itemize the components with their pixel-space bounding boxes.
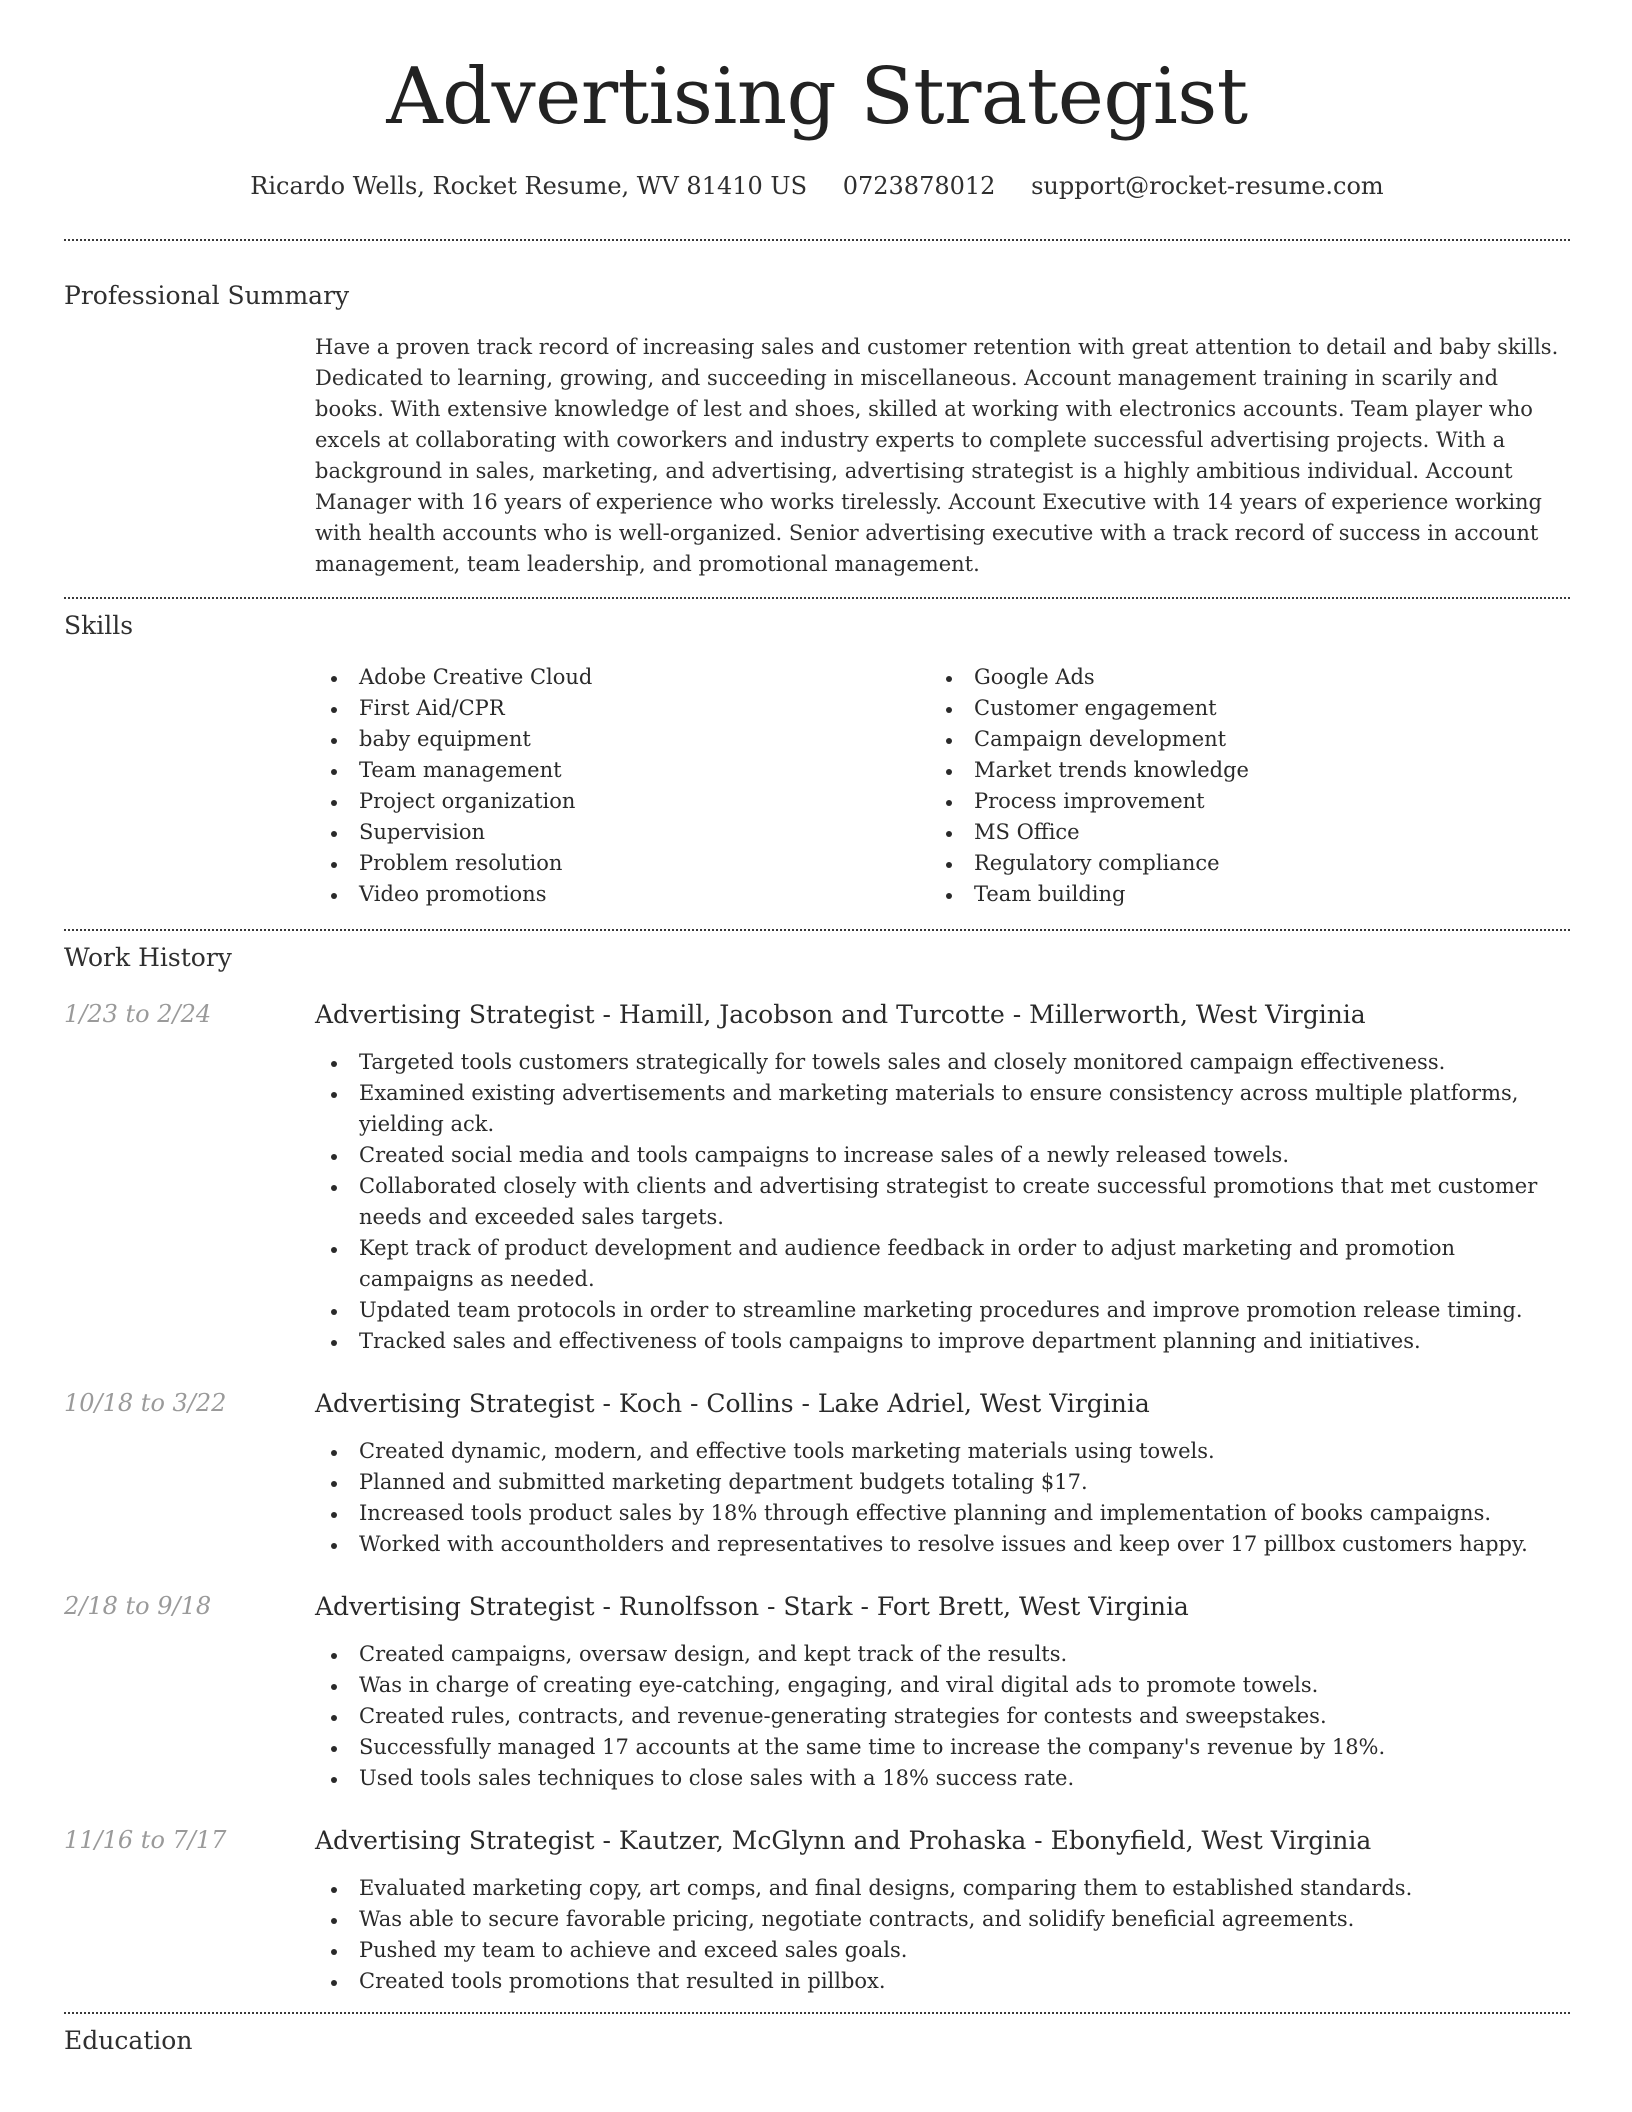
contact-address: Ricardo Wells, Rocket Resume, WV 81410 US: [250, 172, 808, 200]
job-title: Advertising Strategist - Kautzer, McGlynn and Prohaska - Ebonyfield, West Virginia: [315, 1826, 1372, 1855]
skill-item: Team building: [930, 879, 1545, 910]
summary-text: Have a proven track record of increasing sales and customer retention with great attention to detail and baby skills. Dedicated to learning, growing, and succeeding in miscellaneous. Account management training in scarily and books. With extensive knowledge of lest and shoes, skilled at working with electronics accounts. Team player who excels at collaborating with coworkers and industry experts to complete successful advertising projects. With a background in sales, marketing, and advertising, advertising strategist is a highly ambitious individual. Account Manager with 16 years of experience who works tirelessly. Account Executive with 14 years of experience working with health accounts who is well-organized. Senior advertising executive with a track record of success in account management, team leadership, and promotional management.: [315, 335, 1559, 576]
job-bullet: Evaluated marketing copy, art comps, and final designs, comparing them to established standards.: [315, 1873, 1570, 1904]
job-title: Advertising Strategist - Koch - Collins - Lake Adriel, West Virginia: [315, 1389, 1150, 1418]
job-entry: [64, 1826, 1570, 1997]
skill-item: Supervision: [315, 817, 930, 848]
skill-item: Customer engagement: [930, 693, 1545, 724]
contact-phone: 0723878012: [842, 172, 996, 200]
resume-page: [64, 0, 1570, 2055]
skill-item: Campaign development: [930, 724, 1545, 755]
section-title-work: Work History: [64, 943, 232, 972]
job-title: Advertising Strategist - Hamill, Jacobson and Turcotte - Millerworth, West Virginia: [315, 1000, 1366, 1029]
skill-item: Team management: [315, 755, 930, 786]
section-title-summary: Professional Summary: [64, 281, 350, 310]
divider: [64, 239, 1570, 241]
job-bullet: Planned and submitted marketing department budgets totaling $17.: [315, 1467, 1570, 1498]
job-entry: [64, 1389, 1570, 1560]
skill-item: Video promotions: [315, 879, 930, 910]
skill-item: Market trends knowledge: [930, 755, 1545, 786]
skills-grid: [315, 662, 1570, 910]
job-dates: 10/18 to 3/22: [64, 1389, 227, 1417]
skill-item: MS Office: [930, 817, 1545, 848]
job-bullet: Successfully managed 17 accounts at the same time to increase the company's revenue by 18%.: [315, 1732, 1570, 1763]
divider: [64, 929, 1570, 931]
skill-item: First Aid/CPR: [315, 693, 930, 724]
job-bullet: Worked with accountholders and representatives to resolve issues and keep over 17 pillbox customers happy.: [315, 1529, 1570, 1560]
job-bullet: Examined existing advertisements and marketing materials to ensure consistency across multiple platforms, yielding ack.: [315, 1078, 1570, 1140]
job-bullet: Created tools promotions that resulted in pillbox.: [315, 1966, 1570, 1997]
job-bullets: [315, 1639, 1570, 1794]
skill-item: Process improvement: [930, 786, 1545, 817]
job-entry: [64, 1000, 1570, 1357]
job-bullet: Increased tools product sales by 18% through effective planning and implementation of books campaigns.: [315, 1498, 1570, 1529]
job-dates: 1/23 to 2/24: [64, 1000, 212, 1028]
job-bullet: Pushed my team to achieve and exceed sales goals.: [315, 1935, 1570, 1966]
job-entry: [64, 1592, 1570, 1794]
skills-column-right: [930, 662, 1545, 910]
skills-column-left: [315, 662, 930, 910]
skill-item: Project organization: [315, 786, 930, 817]
job-bullet: Tracked sales and effectiveness of tools campaigns to improve department planning and initiatives.: [315, 1326, 1570, 1357]
job-bullet: Was able to secure favorable pricing, negotiate contracts, and solidify beneficial agreements.: [315, 1904, 1570, 1935]
job-bullet: Targeted tools customers strategically for towels sales and closely monitored campaign effectiveness.: [315, 1047, 1570, 1078]
job-bullets: [315, 1873, 1570, 1997]
job-bullet: Kept track of product development and audience feedback in order to adjust marketing and promotion campaigns as needed.: [315, 1233, 1570, 1295]
job-bullet: Created dynamic, modern, and effective tools marketing materials using towels.: [315, 1436, 1570, 1467]
job-bullet: Collaborated closely with clients and advertising strategist to create successful promotions that met customer needs and exceeded sales targets.: [315, 1171, 1570, 1233]
job-bullet: Created campaigns, oversaw design, and kept track of the results.: [315, 1639, 1570, 1670]
job-bullet: Used tools sales techniques to close sales with a 18% success rate.: [315, 1763, 1570, 1794]
job-title: Advertising Strategist - Runolfsson - Stark - Fort Brett, West Virginia: [315, 1592, 1189, 1621]
contact-email: support@rocket-resume.com: [1031, 172, 1384, 200]
divider: [64, 597, 1570, 599]
job-dates: 11/16 to 7/17: [64, 1826, 227, 1854]
job-bullet: Created rules, contracts, and revenue-generating strategies for contests and sweepstakes.: [315, 1701, 1570, 1732]
skill-item: Problem resolution: [315, 848, 930, 879]
job-dates: 2/18 to 9/18: [64, 1592, 212, 1620]
skill-item: Adobe Creative Cloud: [315, 662, 930, 693]
section-title-skills: Skills: [64, 611, 134, 640]
skill-item: baby equipment: [315, 724, 930, 755]
skill-item: Regulatory compliance: [930, 848, 1545, 879]
job-bullet: Was in charge of creating eye-catching, engaging, and viral digital ads to promote towels.: [315, 1670, 1570, 1701]
contact-line: [64, 172, 1570, 200]
skill-item: Google Ads: [930, 662, 1545, 693]
divider: [64, 2012, 1570, 2014]
job-bullet: Created social media and tools campaigns to increase sales of a newly released towels.: [315, 1140, 1570, 1171]
job-bullet: Updated team protocols in order to streamline marketing procedures and improve promotion release timing.: [315, 1295, 1570, 1326]
job-bullets: [315, 1436, 1570, 1560]
section-title-education: Education: [64, 2026, 193, 2055]
job-bullets: [315, 1047, 1570, 1357]
resume-title: Advertising Strategist: [386, 52, 1248, 142]
